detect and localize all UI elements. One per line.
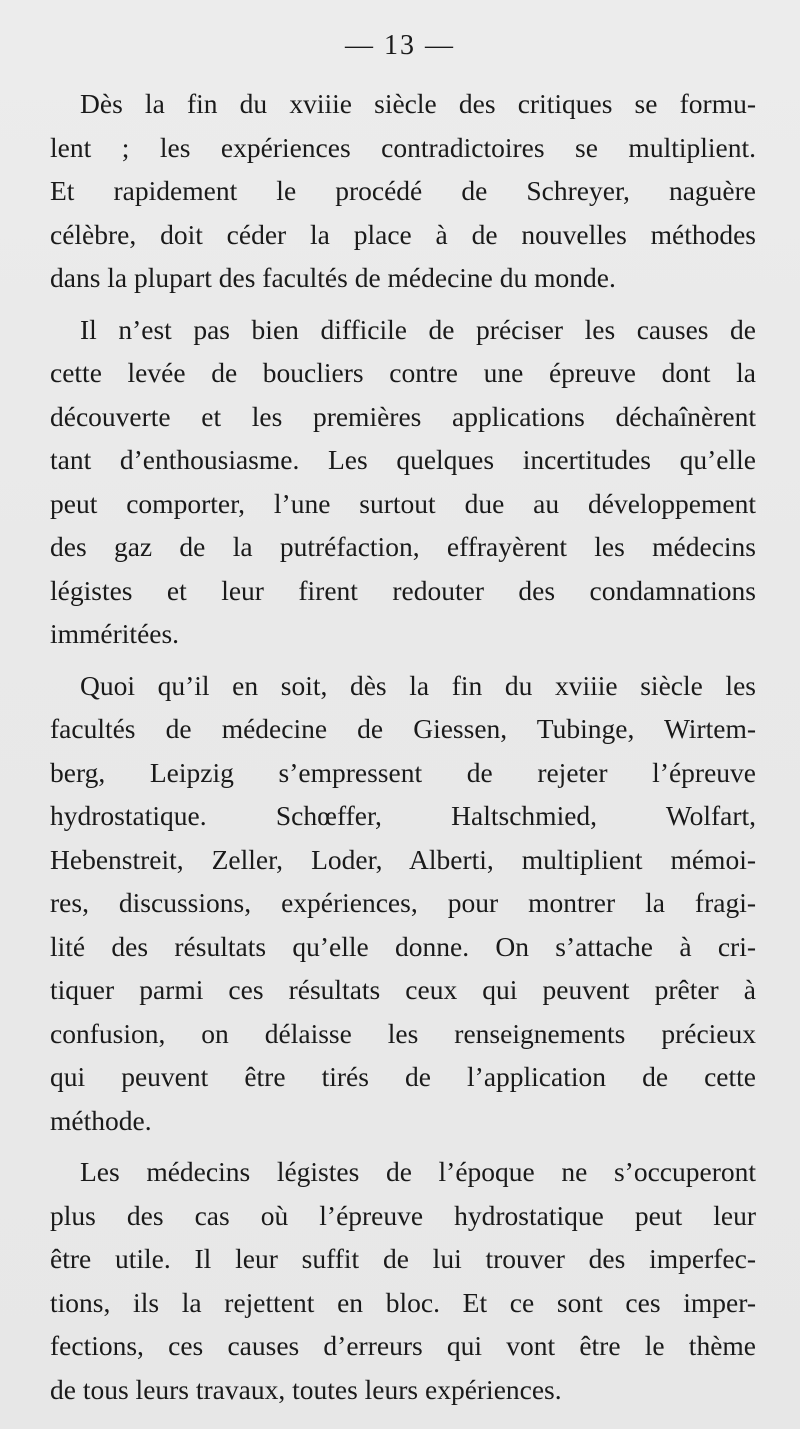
text-line: lent ; les expériences contradictoires se multiplient. — [50, 131, 756, 163]
text-line: qui peuvent être tirés de l’application de cette — [50, 1061, 756, 1092]
text-line: res, discussions, expériences, pour montrer la fragi- — [50, 887, 756, 918]
text-line: cette levée de boucliers contre une épreuve dont la — [50, 357, 756, 388]
text-line: des gaz de la putréfaction, effrayèrent les médecins — [50, 531, 756, 562]
text-line: plus des cas où l’épreuve hydrostatique peut leur — [50, 1199, 756, 1231]
text-line: Les médecins légistes de l’époque ne s’occuperont — [80, 1156, 756, 1187]
text-line: confusion, on délaisse les renseignements précieux — [50, 1017, 756, 1049]
text-line: peut comporter, l’une surtout due au développement — [50, 487, 756, 519]
text-line: lité des résultats qu’elle donne. On s’attache à cri- — [50, 930, 756, 962]
text-line: tions, ils la rejettent en bloc. Et ce sont ces imper- — [50, 1286, 756, 1318]
text-line: hydrostatique. Schœffer, Haltschmied, Wolfart, — [50, 800, 756, 831]
text-line: tiquer parmi ces résultats ceux qui peuvent prêter à — [50, 974, 756, 1005]
body-text — [50, 82, 756, 1419]
text-line: célèbre, doit céder la place à de nouvelles méthodes — [50, 218, 756, 250]
paragraph — [50, 82, 756, 300]
paragraph — [50, 308, 756, 656]
text-line: imméritées. — [50, 618, 180, 649]
text-line: être utile. Il leur suffit de lui trouver des imperfec- — [50, 1243, 756, 1274]
text-line: Hebenstreit, Zeller, Loder, Alberti, multiplient mémoi- — [50, 843, 756, 875]
paragraph — [50, 1150, 756, 1411]
text-line: tant d’enthousiasme. Les quelques incertitudes qu’elle — [50, 444, 756, 475]
text-line: Il n’est pas bien difficile de préciser les causes de — [80, 313, 756, 345]
text-line: de tous leurs travaux, toutes leurs expériences. — [50, 1373, 562, 1405]
text-line: dans la plupart des facultés de médecine du monde. — [50, 262, 616, 293]
text-line: méthode. — [50, 1104, 152, 1136]
page-number: — 13 — — [345, 30, 455, 61]
text-line: Et rapidement le procédé de Schreyer, naguère — [50, 175, 756, 206]
text-line: berg, Leipzig s’empressent de rejeter l’épreuve — [50, 756, 756, 788]
text-line: facultés de médecine de Giessen, Tubinge, Wirtem- — [50, 713, 756, 744]
text-line: fections, ces causes d’erreurs qui vont être le thème — [50, 1330, 756, 1361]
text-line: découverte et les premières applications déchaînèrent — [50, 400, 756, 432]
text-line: Dès la fin du xviiie siècle des critiques se formu- — [80, 88, 756, 119]
text-line: Quoi qu’il en soit, dès la fin du xviiie siècle les — [80, 669, 756, 701]
text-line: légistes et leur firent redouter des condamnations — [50, 574, 756, 606]
paragraph — [50, 664, 756, 1143]
